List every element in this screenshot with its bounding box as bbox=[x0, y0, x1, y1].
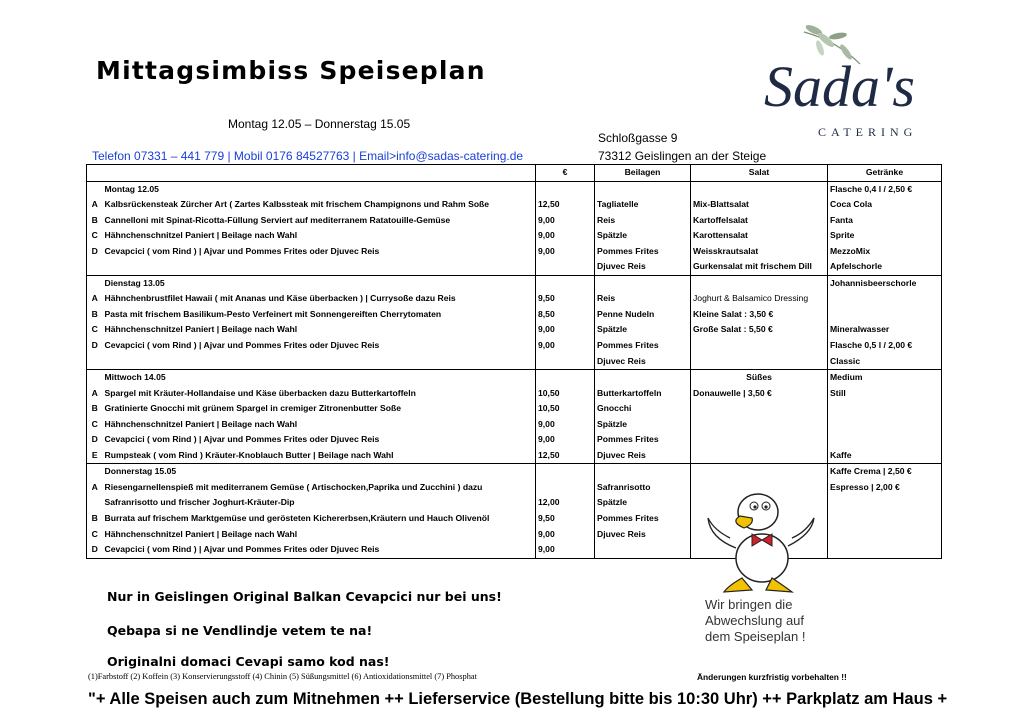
table-row bbox=[87, 228, 942, 244]
dish-name: Rumpsteak ( vom Rind ) Kräuter-Knoblauch Butter | Beilage nach Wahl bbox=[103, 448, 536, 464]
getraenk bbox=[828, 495, 942, 511]
table-row bbox=[87, 432, 942, 448]
salat: Kleine Salat : 3,50 € bbox=[691, 307, 828, 323]
table-row bbox=[87, 401, 942, 417]
getraenk bbox=[828, 417, 942, 433]
dish-name: Safranrisotto und frischer Joghurt-Kräuter-Dip bbox=[103, 495, 536, 511]
table-row bbox=[87, 275, 942, 291]
slogan-line: Qebapa si ne Vendlindje vetem te na! bbox=[107, 623, 373, 638]
date-range: Montag 12.05 – Donnerstag 15.05 bbox=[228, 117, 411, 131]
dish-price: 9,00 bbox=[536, 417, 595, 433]
dish-price bbox=[536, 464, 595, 480]
dish-name: Dienstag 13.05 bbox=[103, 275, 536, 291]
dish-name: Cevapcici ( vom Rind ) | Ajvar und Pommes Frites oder Djuvec Reis bbox=[103, 244, 536, 260]
getraenk: Classic bbox=[828, 354, 942, 370]
getraenk bbox=[828, 307, 942, 323]
beilage: Pommes Frites bbox=[595, 432, 691, 448]
dish-name: Cevapcici ( vom Rind ) | Ajvar und Pommes Frites oder Djuvec Reis bbox=[103, 338, 536, 354]
row-letter: C bbox=[87, 527, 103, 543]
dish-name: Cevapcici ( vom Rind ) | Ajvar und Pommes Frites oder Djuvec Reis bbox=[103, 432, 536, 448]
dish-price: 9,00 bbox=[536, 244, 595, 260]
page-title: Mittagsimbiss Speiseplan bbox=[96, 56, 486, 85]
table-row bbox=[87, 213, 942, 229]
row-letter bbox=[87, 495, 103, 511]
dish-name: Burrata auf frischem Marktgemüse und gerösteten Kichererbsen,Kräutern und Hauch Olivenöl bbox=[103, 511, 536, 527]
getraenk: Kaffe Crema | 2,50 € bbox=[828, 464, 942, 480]
dish-price bbox=[536, 354, 595, 370]
row-letter: B bbox=[87, 401, 103, 417]
salat bbox=[691, 338, 828, 354]
salat: Joghurt & Balsamico Dressing bbox=[691, 291, 828, 307]
dish-price: 10,50 bbox=[536, 386, 595, 402]
beilage: Reis bbox=[595, 213, 691, 229]
getraenk: Flasche 0,4 l / 2,50 € bbox=[828, 181, 942, 197]
dish-price: 9,00 bbox=[536, 542, 595, 558]
dish-price: 9,00 bbox=[536, 213, 595, 229]
table-row bbox=[87, 291, 942, 307]
beilage: Djuvec Reis bbox=[595, 259, 691, 275]
getraenk: MezzoMix bbox=[828, 244, 942, 260]
dish-name: Pasta mit frischem Basilikum-Pesto Verfeinert mit Sonnengereiften Cherrytomaten bbox=[103, 307, 536, 323]
row-letter bbox=[87, 464, 103, 480]
salat: Weisskrautsalat bbox=[691, 244, 828, 260]
dish-name: Gratinierte Gnocchi mit grünem Spargel in cremiger Zitronenbutter Soße bbox=[103, 401, 536, 417]
salat: Gurkensalat mit frischem Dill bbox=[691, 259, 828, 275]
dish-name: Hähnchenschnitzel Paniert | Beilage nach Wahl bbox=[103, 322, 536, 338]
getraenk bbox=[828, 511, 942, 527]
dish-price: 12,50 bbox=[536, 448, 595, 464]
slogan-line: Originalni domaci Cevapi samo kod nas! bbox=[107, 654, 390, 669]
salat: Süßes bbox=[691, 370, 828, 386]
getraenk: Espresso | 2,00 € bbox=[828, 480, 942, 496]
table-row bbox=[87, 259, 942, 275]
beilage bbox=[595, 542, 691, 558]
address-city: 73312 Geislingen an der Steige bbox=[598, 149, 767, 163]
salat: Karottensalat bbox=[691, 228, 828, 244]
dish-name: Hähnchenschnitzel Paniert | Beilage nach Wahl bbox=[103, 527, 536, 543]
dish-price bbox=[536, 275, 595, 291]
table-row bbox=[87, 181, 942, 197]
beilage: Pommes Frites bbox=[595, 244, 691, 260]
dish-name: Donnerstag 15.05 bbox=[103, 464, 536, 480]
dish-price: 12,00 bbox=[536, 495, 595, 511]
beilage: Djuvec Reis bbox=[595, 527, 691, 543]
getraenk bbox=[828, 527, 942, 543]
getraenk: Johannisbeerschorle bbox=[828, 275, 942, 291]
beilage: Spätzle bbox=[595, 417, 691, 433]
getraenk: Sprite bbox=[828, 228, 942, 244]
row-letter: A bbox=[87, 197, 103, 213]
dish-name: Hähnchenschnitzel Paniert | Beilage nach Wahl bbox=[103, 228, 536, 244]
row-letter: A bbox=[87, 480, 103, 496]
row-letter bbox=[87, 275, 103, 291]
duck-mascot-icon bbox=[700, 478, 820, 596]
beilage: Pommes Frites bbox=[595, 511, 691, 527]
row-letter bbox=[87, 181, 103, 197]
dish-name: Montag 12.05 bbox=[103, 181, 536, 197]
dish-price bbox=[536, 480, 595, 496]
dish-price: 9,00 bbox=[536, 322, 595, 338]
salat: Große Salat : 5,50 € bbox=[691, 322, 828, 338]
beilage: Gnocchi bbox=[595, 401, 691, 417]
table-row bbox=[87, 370, 942, 386]
salat bbox=[691, 354, 828, 370]
dish-price: 9,00 bbox=[536, 228, 595, 244]
dish-price: 12,50 bbox=[536, 197, 595, 213]
dish-price bbox=[536, 181, 595, 197]
row-letter bbox=[87, 370, 103, 386]
row-letter: D bbox=[87, 244, 103, 260]
salat bbox=[691, 448, 828, 464]
getraenk: Mineralwasser bbox=[828, 322, 942, 338]
salat bbox=[691, 181, 828, 197]
beilage: Reis bbox=[595, 291, 691, 307]
row-letter bbox=[87, 259, 103, 275]
table-row bbox=[87, 338, 942, 354]
dish-price: 9,50 bbox=[536, 291, 595, 307]
table-row bbox=[87, 386, 942, 402]
dish-name: Hähnchenschnitzel Paniert | Beilage nach Wahl bbox=[103, 417, 536, 433]
address-street: Schloßgasse 9 bbox=[598, 131, 678, 145]
beilage: Spätzle bbox=[595, 228, 691, 244]
row-letter: D bbox=[87, 338, 103, 354]
slogan-line: Nur in Geislingen Original Balkan Cevapcici nur bei uns! bbox=[107, 589, 502, 604]
getraenk bbox=[828, 291, 942, 307]
dish-price bbox=[536, 259, 595, 275]
dish-price: 10,50 bbox=[536, 401, 595, 417]
dish-name bbox=[103, 259, 536, 275]
beilage bbox=[595, 181, 691, 197]
salat: Mix-Blattsalat bbox=[691, 197, 828, 213]
dish-name: Cannelloni mit Spinat-Ricotta-Füllung Serviert auf mediterranem Ratatouille-Gemüse bbox=[103, 213, 536, 229]
salat bbox=[691, 401, 828, 417]
getraenk: Kaffe bbox=[828, 448, 942, 464]
dish-name: Riesengarnellenspieß mit mediterranem Gemüse ( Artischocken,Paprika und Zucchini ) dazu bbox=[103, 480, 536, 496]
table-row bbox=[87, 307, 942, 323]
beilage bbox=[595, 275, 691, 291]
table-row bbox=[87, 354, 942, 370]
dish-price: 9,00 bbox=[536, 432, 595, 448]
row-letter: B bbox=[87, 307, 103, 323]
salat bbox=[691, 417, 828, 433]
getraenk: Medium bbox=[828, 370, 942, 386]
dish-name bbox=[103, 354, 536, 370]
row-letter: C bbox=[87, 322, 103, 338]
dish-price: 9,00 bbox=[536, 527, 595, 543]
beilage: Djuvec Reis bbox=[595, 448, 691, 464]
salat bbox=[691, 275, 828, 291]
table-row bbox=[87, 417, 942, 433]
row-letter: C bbox=[87, 228, 103, 244]
footer-banner: "+ Alle Speisen auch zum Mitnehmen ++ Lieferservice (Bestellung bitte bis 10:30 Uhr) ++ Parkplatz am Haus + bbox=[88, 690, 948, 708]
beilage: Spätzle bbox=[595, 322, 691, 338]
getraenk bbox=[828, 432, 942, 448]
table-row bbox=[87, 244, 942, 260]
beilage: Penne Nudeln bbox=[595, 307, 691, 323]
dish-name: Kalbsrückensteak Zürcher Art ( Zartes Kalbssteak mit frischem Champignons und Rahm Soße bbox=[103, 197, 536, 213]
dish-name: Hähnchenbrustfilet Hawaii ( mit Ananas und Käse überbacken ) | Currysoße dazu Reis bbox=[103, 291, 536, 307]
getraenke-header: Getränke bbox=[828, 165, 942, 182]
getraenk: Fanta bbox=[828, 213, 942, 229]
dish-name: Cevapcici ( vom Rind ) | Ajvar und Pommes Frites oder Djuvec Reis bbox=[103, 542, 536, 558]
salat-header: Salat bbox=[691, 165, 828, 182]
beilage: Spätzle bbox=[595, 495, 691, 511]
beilage: Djuvec Reis bbox=[595, 354, 691, 370]
getraenk: Still bbox=[828, 386, 942, 402]
beilage: Pommes Frites bbox=[595, 338, 691, 354]
row-letter: A bbox=[87, 386, 103, 402]
salat bbox=[691, 432, 828, 448]
beilage: Butterkartoffeln bbox=[595, 386, 691, 402]
logo-script: Sada's bbox=[764, 54, 915, 119]
abwechslung-note: Wir bringen die Abwechslung auf dem Speiseplan ! bbox=[705, 597, 806, 644]
beilage bbox=[595, 464, 691, 480]
getraenk: Flasche 0,5 l / 2,00 € bbox=[828, 338, 942, 354]
dish-name: Mittwoch 14.05 bbox=[103, 370, 536, 386]
table-row bbox=[87, 197, 942, 213]
getraenk bbox=[828, 401, 942, 417]
row-letter: E bbox=[87, 448, 103, 464]
row-letter: A bbox=[87, 291, 103, 307]
row-letter: B bbox=[87, 213, 103, 229]
logo-subtitle: CATERING bbox=[818, 125, 918, 139]
dish-price: 9,00 bbox=[536, 338, 595, 354]
getraenk: Apfelschorle bbox=[828, 259, 942, 275]
beilage: Tagliatelle bbox=[595, 197, 691, 213]
price-header: € bbox=[536, 165, 595, 182]
dish-name: Spargel mit Kräuter-Hollandaise und Käse überbacken dazu Butterkartoffeln bbox=[103, 386, 536, 402]
salat: Donauwelle | 3,50 € bbox=[691, 386, 828, 402]
beilage: Safranrisotto bbox=[595, 480, 691, 496]
salat: Kartoffelsalat bbox=[691, 213, 828, 229]
contact-line: Telefon 07331 – 441 779 | Mobil 0176 84527763 | Email>info@sadas-catering.de bbox=[92, 149, 524, 163]
row-letter bbox=[87, 354, 103, 370]
dish-price: 9,50 bbox=[536, 511, 595, 527]
table-row bbox=[87, 322, 942, 338]
beilagen-header: Beilagen bbox=[595, 165, 691, 182]
row-letter: C bbox=[87, 417, 103, 433]
dish-price bbox=[536, 370, 595, 386]
sadas-catering-logo bbox=[756, 14, 966, 144]
beilage bbox=[595, 370, 691, 386]
row-letter: B bbox=[87, 511, 103, 527]
row-letter: D bbox=[87, 542, 103, 558]
row-letter: D bbox=[87, 432, 103, 448]
table-row bbox=[87, 448, 942, 464]
changes-note: Änderungen kurzfristig vorbehalten !! bbox=[697, 672, 847, 682]
getraenk: Coca Cola bbox=[828, 197, 942, 213]
additives-legend: (1)Farbstoff (2) Koffein (3) Konservierungsstoff (4) Chinin (5) Süßungsmittel (6) Antioxidationsmittel (7) Phosphat bbox=[88, 672, 477, 681]
dish-price: 8,50 bbox=[536, 307, 595, 323]
getraenk bbox=[828, 542, 942, 558]
